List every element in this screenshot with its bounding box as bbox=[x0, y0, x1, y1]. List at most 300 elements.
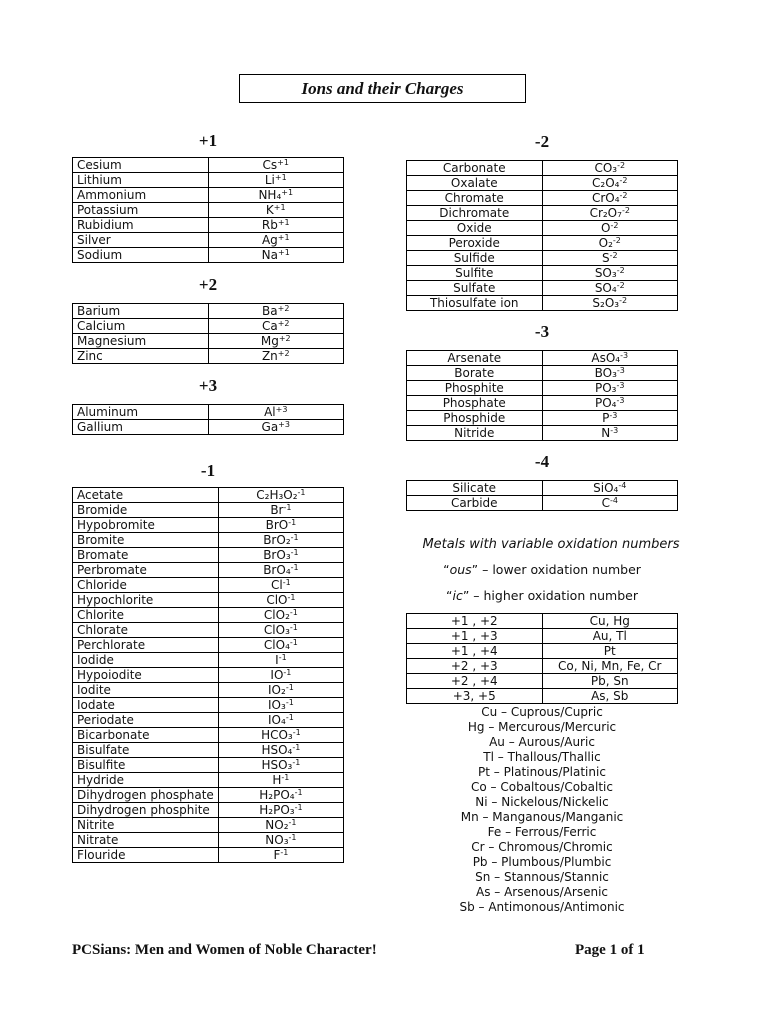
formula-charge: -4 bbox=[609, 496, 618, 505]
ion-formula bbox=[542, 296, 678, 311]
formula-charge: -2 bbox=[616, 266, 625, 275]
ion-formula bbox=[208, 218, 344, 233]
list-item: Co – Cobaltous/Cobaltic bbox=[471, 780, 613, 794]
ion-name: Borate bbox=[407, 366, 543, 381]
formula-base: Ga bbox=[261, 420, 279, 434]
ion-formula bbox=[542, 281, 678, 296]
formula-base: CO₃ bbox=[594, 161, 618, 175]
ion-name: Acetate bbox=[73, 488, 219, 503]
formula-charge: +1 bbox=[278, 248, 290, 257]
table-row bbox=[73, 803, 344, 818]
ion-formula bbox=[218, 713, 343, 728]
list-item: Pb – Plumbous/Plumbic bbox=[472, 855, 612, 869]
table-row bbox=[407, 191, 678, 206]
formula-charge: +2 bbox=[277, 319, 290, 328]
ion-name: Periodate bbox=[73, 713, 219, 728]
table-oxidation bbox=[406, 613, 678, 704]
list-item: Fe – Ferrous/Ferric bbox=[487, 825, 597, 839]
ion-formula bbox=[218, 683, 343, 698]
ion-formula bbox=[218, 653, 343, 668]
ion-name: Oxide bbox=[407, 221, 543, 236]
formula-base: O₂ bbox=[598, 236, 613, 250]
table-plus-2 bbox=[72, 303, 344, 364]
ion-name: Bisulfate bbox=[73, 743, 219, 758]
metal-symbols: Pt bbox=[542, 644, 678, 659]
note-ous-suffix: ous bbox=[449, 562, 472, 577]
oxidation-states: +1 , +4 bbox=[407, 644, 543, 659]
table-row bbox=[407, 251, 678, 266]
metal-symbols: As, Sb bbox=[542, 689, 678, 704]
metal-symbols: Co, Ni, Mn, Fe, Cr bbox=[542, 659, 678, 674]
table-row bbox=[407, 366, 678, 381]
ion-name: Silver bbox=[73, 233, 209, 248]
ion-name: Bromide bbox=[73, 503, 219, 518]
ion-name: Chlorate bbox=[73, 623, 219, 638]
ion-formula bbox=[542, 481, 678, 496]
formula-charge: -2 bbox=[616, 281, 625, 290]
ion-name: Calcium bbox=[73, 319, 209, 334]
formula-base: C bbox=[601, 496, 610, 510]
quote-close: ” bbox=[462, 588, 470, 603]
list-item: Sb – Antimonous/Antimonic bbox=[459, 900, 625, 914]
formula-base: SiO₄ bbox=[593, 481, 619, 495]
ion-name: Phosphite bbox=[407, 381, 543, 396]
table-row bbox=[73, 713, 344, 728]
ion-formula bbox=[218, 668, 343, 683]
formula-charge: -1 bbox=[289, 608, 298, 617]
formula-charge: +2 bbox=[277, 349, 290, 358]
ion-name: Arsenate bbox=[407, 351, 543, 366]
formula-charge: -3 bbox=[620, 351, 629, 360]
ion-name: Chromate bbox=[407, 191, 543, 206]
formula-base: Ca bbox=[261, 319, 278, 333]
ion-formula bbox=[542, 221, 678, 236]
formula-charge: -1 bbox=[294, 803, 303, 812]
ion-formula bbox=[208, 203, 344, 218]
ion-name: Oxalate bbox=[407, 176, 543, 191]
table-row bbox=[407, 644, 678, 659]
note-ic-suffix: ic bbox=[452, 588, 463, 603]
ion-name: Ammonium bbox=[73, 188, 209, 203]
table-row bbox=[407, 689, 678, 704]
table-row bbox=[407, 659, 678, 674]
table-row bbox=[73, 788, 344, 803]
formula-base: Cl bbox=[271, 578, 283, 592]
heading-minus-1: -1 bbox=[200, 461, 216, 480]
ion-name: Hypochlorite bbox=[73, 593, 219, 608]
ion-name: Hypobromite bbox=[73, 518, 219, 533]
formula-charge: -2 bbox=[621, 206, 630, 215]
ion-name: Lithium bbox=[73, 173, 209, 188]
formula-base: ClO₂ bbox=[263, 608, 290, 622]
list-item: Sn – Stannous/Stannic bbox=[475, 870, 609, 884]
ion-name: Gallium bbox=[73, 420, 209, 435]
ion-name: Dihydrogen phosphate bbox=[73, 788, 219, 803]
table-row bbox=[407, 236, 678, 251]
formula-charge: +2 bbox=[277, 304, 290, 313]
ion-formula bbox=[542, 366, 678, 381]
ion-name: Thiosulfate ion bbox=[407, 296, 543, 311]
table-row bbox=[73, 488, 344, 503]
ion-name: Chlorite bbox=[73, 608, 219, 623]
formula-charge: -1 bbox=[290, 563, 299, 572]
formula-charge: -2 bbox=[617, 161, 626, 170]
table-row bbox=[407, 176, 678, 191]
formula-charge: -3 bbox=[616, 381, 625, 390]
ion-name: Carbide bbox=[407, 496, 543, 511]
formula-base: H₂PO₃ bbox=[259, 803, 295, 817]
ion-formula bbox=[208, 334, 344, 349]
formula-base: NO₃ bbox=[265, 833, 289, 847]
ion-formula bbox=[218, 788, 343, 803]
ion-name: Iodite bbox=[73, 683, 219, 698]
ion-name: Aluminum bbox=[73, 405, 209, 420]
formula-base: C₂H₃O₂ bbox=[256, 488, 298, 502]
formula-base: H bbox=[272, 773, 282, 787]
table-row bbox=[407, 161, 678, 176]
formula-charge: -1 bbox=[287, 593, 296, 602]
table-row bbox=[73, 248, 344, 263]
table-row bbox=[73, 349, 344, 364]
list-item: Ni – Nickelous/Nickelic bbox=[475, 795, 609, 809]
formula-base: O bbox=[601, 221, 611, 235]
table-row bbox=[73, 563, 344, 578]
ion-formula bbox=[218, 698, 343, 713]
table-row bbox=[407, 296, 678, 311]
ion-name: Bromate bbox=[73, 548, 219, 563]
table-row bbox=[407, 351, 678, 366]
heading-plus-1: +1 bbox=[198, 131, 218, 150]
formula-charge: +1 bbox=[277, 158, 289, 167]
table-row bbox=[73, 158, 344, 173]
formula-base: IO bbox=[270, 668, 284, 682]
table-row bbox=[73, 623, 344, 638]
ion-name: Nitride bbox=[407, 426, 543, 441]
list-item: Pt – Platinous/Platinic bbox=[478, 765, 606, 779]
ion-name: Bisulfite bbox=[73, 758, 219, 773]
table-row bbox=[407, 281, 678, 296]
table-row bbox=[73, 405, 344, 420]
formula-base: Ag bbox=[261, 233, 278, 247]
formula-base: IO₃ bbox=[268, 698, 286, 712]
list-item: Tl – Thallous/Thallic bbox=[483, 750, 601, 764]
table-row bbox=[73, 334, 344, 349]
formula-charge: -3 bbox=[616, 396, 625, 405]
ion-formula bbox=[218, 593, 343, 608]
ion-formula bbox=[218, 728, 343, 743]
table-row bbox=[73, 653, 344, 668]
table-minus-2 bbox=[406, 160, 678, 311]
ion-formula bbox=[208, 248, 344, 263]
ion-formula bbox=[218, 803, 343, 818]
ion-name: Magnesium bbox=[73, 334, 209, 349]
oxidation-states: +1 , +3 bbox=[407, 629, 543, 644]
formula-charge: -1 bbox=[289, 623, 298, 632]
ion-formula bbox=[218, 818, 343, 833]
formula-charge: -1 bbox=[292, 743, 301, 752]
ion-formula bbox=[218, 623, 343, 638]
table-row bbox=[73, 503, 344, 518]
page-title: Ions and their Charges bbox=[239, 74, 526, 103]
formula-charge: -1 bbox=[285, 698, 294, 707]
formula-base: F bbox=[273, 848, 281, 862]
formula-base: C₂O₄ bbox=[592, 176, 620, 190]
formula-base: Cr₂O₇ bbox=[589, 206, 622, 220]
ion-formula bbox=[208, 420, 344, 435]
note-ous bbox=[406, 562, 678, 577]
formula-base: Al bbox=[264, 405, 276, 419]
formula-charge: +1 bbox=[281, 188, 294, 197]
formula-charge: -1 bbox=[288, 818, 297, 827]
formula-base: HSO₃ bbox=[261, 758, 293, 772]
ion-formula bbox=[218, 503, 343, 518]
formula-charge: -1 bbox=[285, 713, 294, 722]
ion-formula bbox=[218, 638, 343, 653]
ion-formula bbox=[208, 304, 344, 319]
ion-name: Peroxide bbox=[407, 236, 543, 251]
formula-base: S bbox=[601, 251, 610, 265]
table-row bbox=[73, 593, 344, 608]
list-item: Cr – Chromous/Chromic bbox=[471, 840, 613, 854]
table-row bbox=[407, 674, 678, 689]
table-plus-1 bbox=[72, 157, 344, 263]
metal-names-list bbox=[406, 705, 678, 915]
formula-charge: +3 bbox=[275, 405, 288, 414]
ion-name: Sodium bbox=[73, 248, 209, 263]
table-row bbox=[73, 638, 344, 653]
formula-base: Cs bbox=[262, 158, 278, 172]
formula-base: N bbox=[601, 426, 611, 440]
ion-formula bbox=[542, 161, 678, 176]
formula-charge: +1 bbox=[273, 203, 286, 212]
formula-base: SO₃ bbox=[594, 266, 617, 280]
heading-minus-4: -4 bbox=[534, 452, 550, 471]
ion-name: Phosphide bbox=[407, 411, 543, 426]
metal-symbols: Au, Tl bbox=[542, 629, 678, 644]
formula-base: NH₄ bbox=[258, 188, 282, 202]
ion-name: Barium bbox=[73, 304, 209, 319]
ion-name: Nitrate bbox=[73, 833, 219, 848]
metal-symbols: Cu, Hg bbox=[542, 614, 678, 629]
list-item: As – Arsenous/Arsenic bbox=[475, 885, 609, 899]
formula-base: Rb bbox=[261, 218, 278, 232]
formula-charge: +1 bbox=[277, 233, 290, 242]
formula-base: Mg bbox=[260, 334, 279, 348]
formula-base: P bbox=[602, 411, 610, 425]
metals-heading: Metals with variable oxidation numbers bbox=[422, 537, 680, 552]
table-row bbox=[407, 629, 678, 644]
table-row bbox=[73, 773, 344, 788]
ion-formula bbox=[218, 533, 343, 548]
table-row bbox=[73, 420, 344, 435]
ion-name: Iodate bbox=[73, 698, 219, 713]
ion-formula bbox=[542, 176, 678, 191]
formula-base: HSO₄ bbox=[261, 743, 293, 757]
ion-formula bbox=[218, 548, 343, 563]
ion-name: Chloride bbox=[73, 578, 219, 593]
table-row bbox=[73, 668, 344, 683]
formula-base: AsO₄ bbox=[591, 351, 621, 365]
formula-base: CrO₄ bbox=[591, 191, 620, 205]
table-minus-1 bbox=[72, 487, 344, 863]
formula-base: NO₂ bbox=[265, 818, 289, 832]
ion-formula bbox=[542, 206, 678, 221]
ion-name: Perchlorate bbox=[73, 638, 219, 653]
table-row bbox=[73, 548, 344, 563]
table-row bbox=[407, 614, 678, 629]
heading-plus-2: +2 bbox=[198, 275, 218, 294]
formula-charge: -1 bbox=[283, 503, 292, 512]
formula-charge: -1 bbox=[288, 833, 297, 842]
heading-minus-3: -3 bbox=[534, 322, 550, 341]
oxidation-states: +1 , +2 bbox=[407, 614, 543, 629]
ion-name: Zinc bbox=[73, 349, 209, 364]
formula-charge: -1 bbox=[294, 788, 303, 797]
note-ic-text: – higher oxidation number bbox=[469, 588, 638, 603]
formula-base: Br bbox=[270, 503, 284, 517]
ion-name: Rubidium bbox=[73, 218, 209, 233]
table-row bbox=[407, 496, 678, 511]
ion-name: Bicarbonate bbox=[73, 728, 219, 743]
formula-charge: -4 bbox=[618, 481, 627, 490]
table-row bbox=[407, 481, 678, 496]
ion-name: Dihydrogen phosphite bbox=[73, 803, 219, 818]
ion-formula bbox=[542, 396, 678, 411]
table-row bbox=[73, 319, 344, 334]
ion-formula bbox=[542, 381, 678, 396]
formula-charge: -1 bbox=[278, 653, 287, 662]
formula-base: S₂O₃ bbox=[592, 296, 620, 310]
ion-formula bbox=[208, 319, 344, 334]
formula-base: Li bbox=[264, 173, 275, 187]
formula-base: Ba bbox=[262, 304, 278, 318]
formula-charge: -1 bbox=[283, 668, 292, 677]
formula-base: K bbox=[265, 203, 274, 217]
formula-charge: -1 bbox=[292, 758, 301, 767]
ion-formula bbox=[218, 848, 343, 863]
ion-formula bbox=[542, 351, 678, 366]
formula-charge: -2 bbox=[619, 296, 628, 305]
formula-base: BrO₂ bbox=[263, 533, 291, 547]
formula-base: ClO bbox=[266, 593, 288, 607]
list-item: Au – Aurous/Auric bbox=[489, 735, 595, 749]
table-row bbox=[73, 518, 344, 533]
ion-formula bbox=[218, 563, 343, 578]
formula-charge: +3 bbox=[278, 420, 290, 429]
list-item: Hg – Mercurous/Mercuric bbox=[467, 720, 617, 734]
formula-base: PO₄ bbox=[595, 396, 617, 410]
table-row bbox=[407, 206, 678, 221]
list-item: Cu – Cuprous/Cupric bbox=[481, 705, 603, 719]
ion-name: Sulfide bbox=[407, 251, 543, 266]
table-row bbox=[73, 578, 344, 593]
formula-charge: -2 bbox=[619, 176, 628, 185]
ion-name: Carbonate bbox=[407, 161, 543, 176]
ion-formula bbox=[218, 833, 343, 848]
formula-base: BrO bbox=[265, 518, 289, 532]
formula-base: IO₂ bbox=[268, 683, 286, 697]
formula-base: I bbox=[275, 653, 279, 667]
formula-charge: -1 bbox=[280, 848, 289, 857]
ion-formula bbox=[208, 405, 344, 420]
ion-formula bbox=[218, 758, 343, 773]
formula-charge: -1 bbox=[281, 773, 290, 782]
table-plus-3 bbox=[72, 404, 344, 435]
oxidation-states: +2 , +3 bbox=[407, 659, 543, 674]
ion-name: Sulfate bbox=[407, 281, 543, 296]
formula-charge: -1 bbox=[292, 728, 301, 737]
table-row bbox=[73, 608, 344, 623]
ion-name: Potassium bbox=[73, 203, 209, 218]
table-row bbox=[407, 426, 678, 441]
table-minus-4 bbox=[406, 480, 678, 511]
table-row bbox=[73, 218, 344, 233]
ion-formula bbox=[542, 236, 678, 251]
ion-name: Hypoiodite bbox=[73, 668, 219, 683]
oxidation-states: +2 , +4 bbox=[407, 674, 543, 689]
formula-base: BrO₄ bbox=[263, 563, 291, 577]
ion-name: Phosphate bbox=[407, 396, 543, 411]
table-row bbox=[73, 304, 344, 319]
table-row bbox=[73, 743, 344, 758]
ion-formula bbox=[218, 773, 343, 788]
formula-charge: -1 bbox=[290, 533, 299, 542]
formula-base: ClO₄ bbox=[263, 638, 290, 652]
formula-charge: -2 bbox=[609, 251, 618, 260]
ion-formula bbox=[542, 266, 678, 281]
ion-formula bbox=[208, 188, 344, 203]
heading-plus-3: +3 bbox=[198, 376, 218, 395]
formula-charge: -2 bbox=[612, 236, 621, 245]
table-row bbox=[73, 533, 344, 548]
formula-charge: +1 bbox=[277, 218, 290, 227]
formula-charge: -3 bbox=[616, 366, 625, 375]
formula-charge: +2 bbox=[278, 334, 291, 343]
ion-formula bbox=[208, 349, 344, 364]
ion-name: Bromite bbox=[73, 533, 219, 548]
metal-symbols: Pb, Sn bbox=[542, 674, 678, 689]
formula-charge: -3 bbox=[610, 426, 619, 435]
table-row bbox=[73, 188, 344, 203]
ion-name: Perbromate bbox=[73, 563, 219, 578]
ion-formula bbox=[218, 743, 343, 758]
table-row bbox=[73, 683, 344, 698]
table-row bbox=[407, 411, 678, 426]
note-ous-text: – lower oxidation number bbox=[478, 562, 641, 577]
ion-formula bbox=[208, 158, 344, 173]
formula-charge: -1 bbox=[297, 488, 306, 497]
ion-name: Iodide bbox=[73, 653, 219, 668]
formula-charge: -1 bbox=[288, 518, 297, 527]
formula-base: BrO₃ bbox=[263, 548, 291, 562]
table-row bbox=[73, 728, 344, 743]
oxidation-states: +3, +5 bbox=[407, 689, 543, 704]
table-row bbox=[73, 173, 344, 188]
table-minus-3 bbox=[406, 350, 678, 441]
ion-name: Nitrite bbox=[73, 818, 219, 833]
table-row bbox=[73, 848, 344, 863]
note-ic bbox=[406, 588, 678, 603]
formula-base: HCO₃ bbox=[261, 728, 293, 742]
table-row bbox=[73, 833, 344, 848]
formula-base: Zn bbox=[261, 349, 278, 363]
ion-formula bbox=[218, 488, 343, 503]
ion-name: Cesium bbox=[73, 158, 209, 173]
formula-charge: -2 bbox=[610, 221, 619, 230]
ion-name: Silicate bbox=[407, 481, 543, 496]
ion-formula bbox=[218, 518, 343, 533]
ion-formula bbox=[542, 426, 678, 441]
